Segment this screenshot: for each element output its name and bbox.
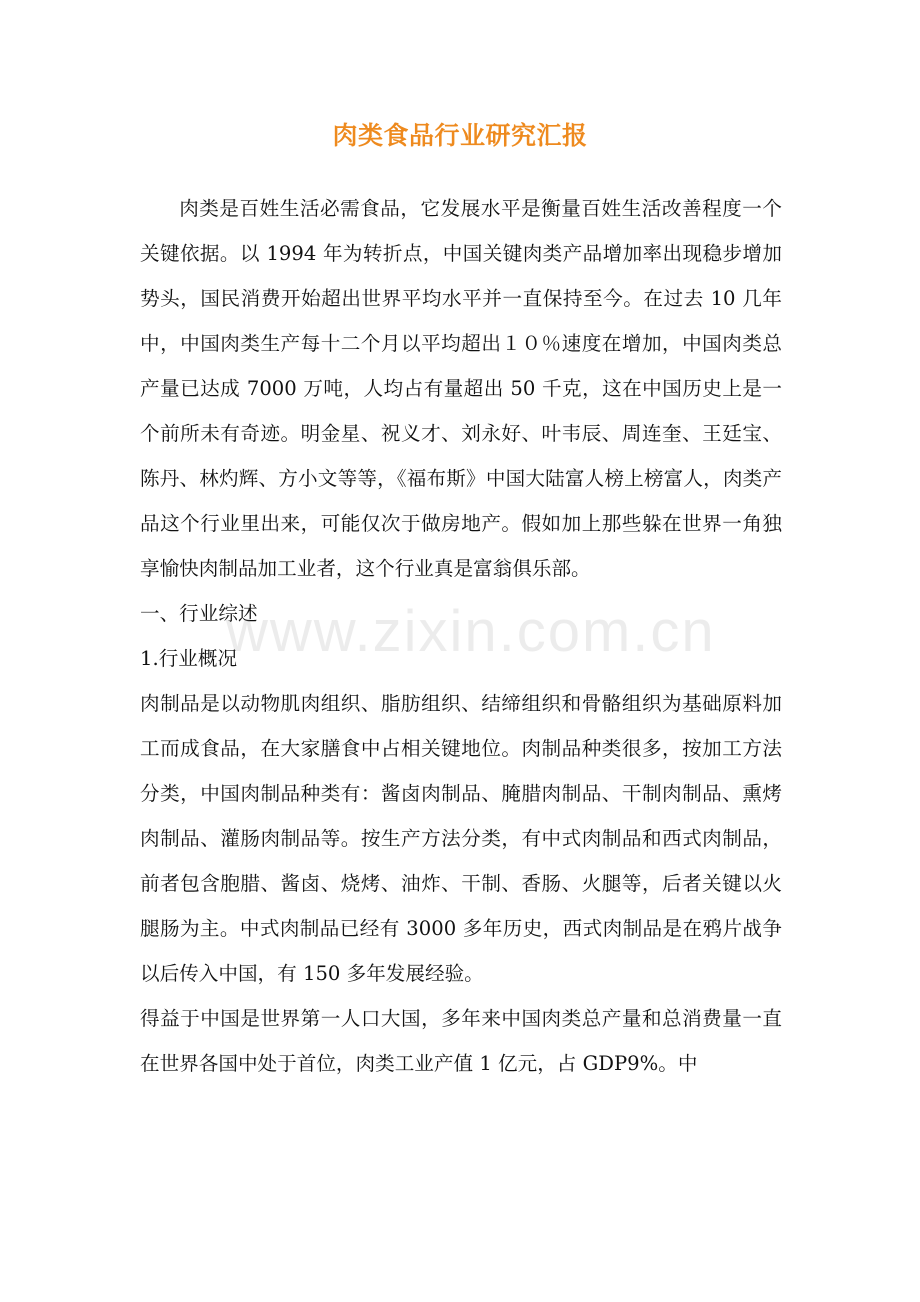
paragraph-overview: 肉制品是以动物肌肉组织、脂肪组织、结缔组织和骨骼组织为基础原料加工而成食品，在大家膳食中占相关键地位。肉制品种类很多，按加工方法分类，中国肉制品种类有：酱卤肉制品、腌腊肉制品、干制肉制品、熏烤肉制品、灌肠肉制品等。按生产方法分类，有中式肉制品和西式肉制品，前者包含胞腊、酱卤、烧烤、油炸、干制、香肠、火腿等，后者关键以火腿肠为主。中式肉制品已经有 3000 多年历史，西式肉制品是在鸦片战争以后传入中国，有 150 多年发展经验。 [140,692,782,985]
watermark: www.zixin.com.cn [226,599,716,664]
subsection-heading: 1.行业概况 [140,647,238,670]
document-body [140,186,782,1086]
document-title: 肉类食品行业研究汇报 [332,121,588,150]
paragraph-intro: 肉类是百姓生活必需食品，它发展水平是衡量百姓生活改善程度一个关键依据。以 1994 年为转折点，中国关键肉类产品增加率出现稳步增加势头，国民消费开始超出世界平均水平并一直保持至今。在过去 10 几年中，中国肉类生产每十二个月以平均超出１０％速度在增加，中国肉类总产量已达成 7000 万吨，人均占有量超出 50 千克，这在中国历史上是一个前所未有奇迹。明金星、祝义才、刘永好、叶韦辰、周连奎、王廷宝、陈丹、林灼辉、方小文等等，《福布斯》中国大陆富人榜上榜富人，肉类产品这个行业里出来，可能仅次于做房地产。假如加上那些躲在世界一角独享愉快肉制品加工业者，这个行业真是富翁俱乐部。 [140,197,782,580]
section-heading: 一、行业综述 [140,602,258,625]
paragraph-consumption: 得益于中国是世界第一人口大国，多年来中国肉类总产量和总消费量一直在世界各国中处于首位，肉类工业产值 1 亿元，占 GDP9%。中 [140,1007,782,1075]
